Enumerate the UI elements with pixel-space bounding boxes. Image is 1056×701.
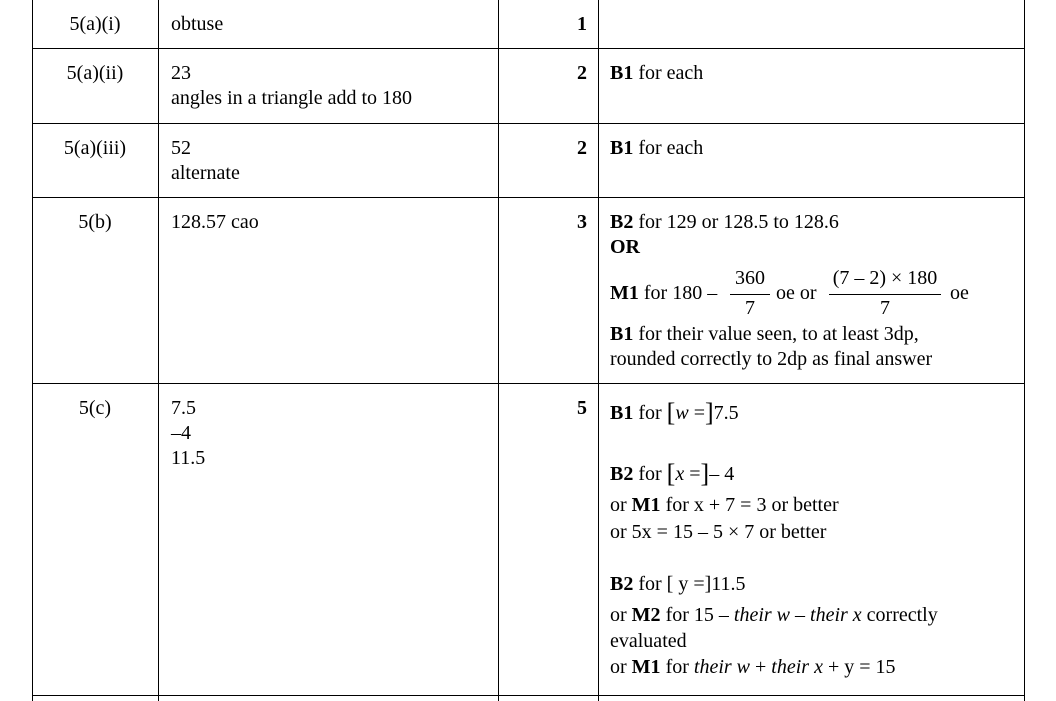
fraction-bar (829, 294, 941, 295)
guidance-text (610, 400, 739, 426)
guidance-text (610, 61, 703, 86)
guidance-text: or 5x = 15 – 5 × 7 or better (610, 521, 827, 543)
question-number: 5(b) (78, 211, 112, 233)
question-number: 5(a)(i) (69, 13, 121, 35)
column-divider (498, 0, 499, 701)
fraction-numerator: (7 – 2) × 180 (832, 267, 938, 289)
column-divider (158, 0, 159, 701)
marks-value: 1 (577, 13, 587, 35)
mark-code: M1 (610, 282, 639, 304)
marks-value: 2 (577, 137, 587, 159)
guidance-note: for 129 or 128.5 to 128.6 (633, 211, 839, 233)
guidance-text: rounded correctly to 2dp as final answer (610, 348, 933, 370)
guidance-note: + (750, 656, 772, 678)
table-border-right (1024, 0, 1025, 701)
column-divider (598, 0, 599, 701)
guidance-note: – (790, 604, 811, 626)
answer-text: 11.5 (171, 447, 206, 469)
mark-code: M1 (631, 494, 661, 516)
guidance-note: or (610, 656, 632, 678)
guidance-note: for their value seen, to at least 3dp, (633, 323, 919, 345)
equals: = (688, 402, 705, 424)
fraction-denominator: 7 (745, 297, 755, 319)
fraction-bar (730, 294, 770, 295)
bracket-close: ] (700, 459, 710, 488)
answer-text: obtuse (171, 13, 224, 35)
guidance-note: + y = 15 (822, 656, 896, 678)
guidance-text (610, 322, 919, 347)
guidance-note: for 180 – (638, 282, 718, 304)
row-divider (32, 48, 1025, 49)
answer-text: 23 (171, 62, 191, 84)
equals: = (684, 463, 701, 485)
fraction-denominator: 7 (880, 297, 890, 319)
variable: their x (810, 604, 862, 626)
guidance-note: or (610, 604, 632, 626)
bracket-open: [ (666, 398, 676, 427)
mark-code: B2 (610, 211, 634, 233)
guidance-note: for (633, 463, 667, 485)
mark-code: B1 (610, 402, 634, 424)
row-divider (32, 197, 1025, 198)
answer-text: 7.5 (171, 397, 196, 419)
variable: their w (733, 604, 791, 626)
or-label: OR (610, 236, 640, 258)
value: – 4 (709, 463, 735, 485)
variable: w (675, 402, 689, 424)
mark-code: B2 (610, 463, 634, 485)
guidance-note: oe or (776, 282, 817, 304)
value: 7.5 (713, 402, 739, 424)
guidance-text (610, 603, 938, 628)
answer-text: alternate (171, 162, 240, 184)
row-divider (32, 123, 1025, 124)
guidance-text (610, 136, 703, 161)
guidance-note: for (660, 656, 694, 678)
mark-code: B1 (610, 137, 634, 159)
guidance-text: evaluated (610, 630, 687, 652)
row-divider (32, 383, 1025, 384)
fraction-numerator: 360 (735, 267, 765, 289)
variable: their w (693, 656, 751, 678)
bracket-open: [ (666, 459, 676, 488)
guidance-note: for [ y =]11.5 (633, 573, 746, 595)
mark-code: M2 (631, 604, 661, 626)
fraction (829, 266, 941, 322)
mark-code: B1 (610, 323, 634, 345)
guidance-note: for each (633, 62, 704, 84)
guidance-text (610, 210, 839, 235)
guidance-text (610, 493, 839, 518)
answer-text: 128.57 cao (171, 211, 259, 233)
question-number: 5(a)(iii) (63, 137, 127, 159)
marks-value: 5 (577, 397, 587, 419)
answer-text: –4 (171, 422, 191, 444)
guidance-note: for (633, 402, 667, 424)
guidance-note: for 15 – (660, 604, 734, 626)
guidance-note: correctly (861, 604, 938, 626)
bracket-close: ] (704, 398, 714, 427)
guidance-note: oe (950, 282, 969, 304)
guidance-note: or (610, 494, 632, 516)
marks-value: 3 (577, 211, 587, 233)
guidance-note: for x + 7 = 3 or better (660, 494, 839, 516)
fraction (730, 266, 770, 322)
mark-code: B2 (610, 573, 634, 595)
row-divider (32, 695, 1025, 696)
question-number: 5(a)(ii) (66, 62, 124, 84)
mark-code: B1 (610, 62, 634, 84)
answer-text: 52 (171, 137, 191, 159)
guidance-text (610, 281, 717, 306)
question-number: 5(c) (78, 397, 112, 419)
variable: their x (771, 656, 823, 678)
guidance-text (610, 572, 746, 597)
variable: x (675, 463, 685, 485)
table-border-left (32, 0, 33, 701)
guidance-note: for each (633, 137, 704, 159)
guidance-text (610, 461, 734, 487)
mark-code: M1 (631, 656, 661, 678)
marks-value: 2 (577, 62, 587, 84)
guidance-text (610, 655, 896, 680)
answer-text: angles in a triangle add to 180 (171, 87, 413, 109)
